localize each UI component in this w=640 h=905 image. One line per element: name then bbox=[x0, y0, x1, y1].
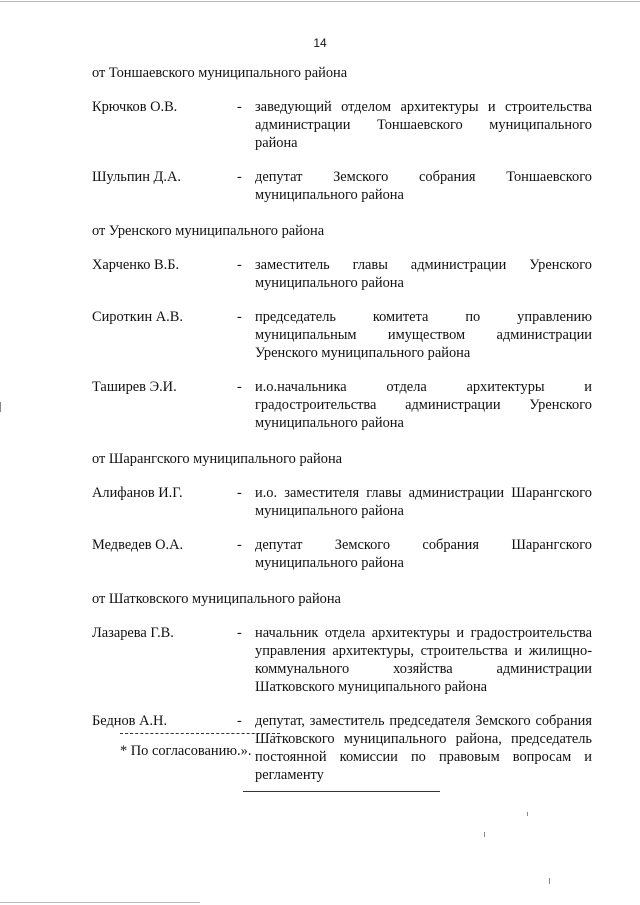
member-role: заместитель главы администрации Уренского муниципального района bbox=[255, 257, 592, 291]
member-role: депутат, заместитель председателя Земского собрания Шатковского муниципального района, председатель постоянной комиссии по правовым вопросам и регламенту bbox=[255, 713, 592, 783]
member-role: председатель комитета по управлению муниципальным имуществом администрации Уренского муниципального района bbox=[255, 309, 592, 361]
member-name: Сироткин А.В. bbox=[92, 309, 183, 325]
member-row bbox=[92, 98, 592, 152]
member-row bbox=[92, 168, 592, 204]
member-name: Таширев Э.И. bbox=[92, 379, 177, 395]
scan-artifact bbox=[0, 402, 1, 412]
member-row bbox=[92, 308, 592, 362]
member-row bbox=[92, 536, 592, 572]
dash-separator: - bbox=[237, 257, 242, 273]
district-heading: от Тоншаевского муниципального района bbox=[92, 65, 348, 81]
dash-separator: - bbox=[237, 169, 242, 185]
member-role: депутат Земского собрания Тоншаевского муниципального района bbox=[255, 169, 592, 203]
member-row bbox=[92, 256, 592, 292]
member-role: начальник отдела архитектуры и градостроительства управления архитектуры, строительства и жилищно-коммунального хозяйства администрации Шатковского муниципального района bbox=[255, 625, 592, 695]
district-heading: от Шатковского муниципального района bbox=[92, 591, 341, 607]
member-name: Шульпин Д.А. bbox=[92, 169, 181, 185]
member-name: Медведев О.А. bbox=[92, 537, 184, 553]
scan-artifact bbox=[527, 812, 528, 816]
dash-separator: - bbox=[237, 713, 242, 729]
member-role: депутат Земского собрания Шарангского муниципального района bbox=[255, 537, 592, 571]
scan-bottom-edge bbox=[0, 902, 200, 903]
dash-separator: - bbox=[237, 379, 242, 395]
dash-separator: - bbox=[237, 309, 242, 325]
dash-separator: - bbox=[237, 485, 242, 501]
member-row bbox=[92, 624, 592, 696]
member-name: Крючков О.В. bbox=[92, 99, 178, 115]
member-row bbox=[92, 378, 592, 432]
scan-artifact bbox=[484, 832, 485, 837]
dash-separator: - bbox=[237, 537, 242, 553]
end-rule bbox=[243, 791, 440, 792]
scan-top-edge bbox=[0, 1, 640, 2]
member-name: Беднов А.Н. bbox=[92, 713, 168, 729]
dash-separator: - bbox=[237, 625, 242, 641]
member-name: Алифанов И.Г. bbox=[92, 485, 183, 501]
scan-artifact bbox=[549, 878, 550, 884]
page-number: 14 bbox=[313, 36, 327, 50]
member-name: Харченко В.Б. bbox=[92, 257, 180, 273]
member-role: заведующий отделом архитектуры и строительства администрации Тоншаевского муниципального района bbox=[255, 99, 592, 151]
member-name: Лазарева Г.В. bbox=[92, 625, 174, 641]
footnote: * По согласованию.». bbox=[120, 743, 252, 759]
footnote-separator bbox=[120, 733, 280, 734]
dash-separator: - bbox=[237, 99, 242, 115]
district-heading: от Уренского муниципального района bbox=[92, 223, 325, 239]
district-heading: от Шарангского муниципального района bbox=[92, 451, 343, 467]
member-row bbox=[92, 484, 592, 520]
member-role: и.о. заместителя главы администрации Шарангского муниципального района bbox=[255, 485, 592, 519]
member-role: и.о.начальника отдела архитектуры и градостроительства администрации Уренского муниципального района bbox=[255, 379, 592, 431]
member-list bbox=[92, 64, 592, 800]
